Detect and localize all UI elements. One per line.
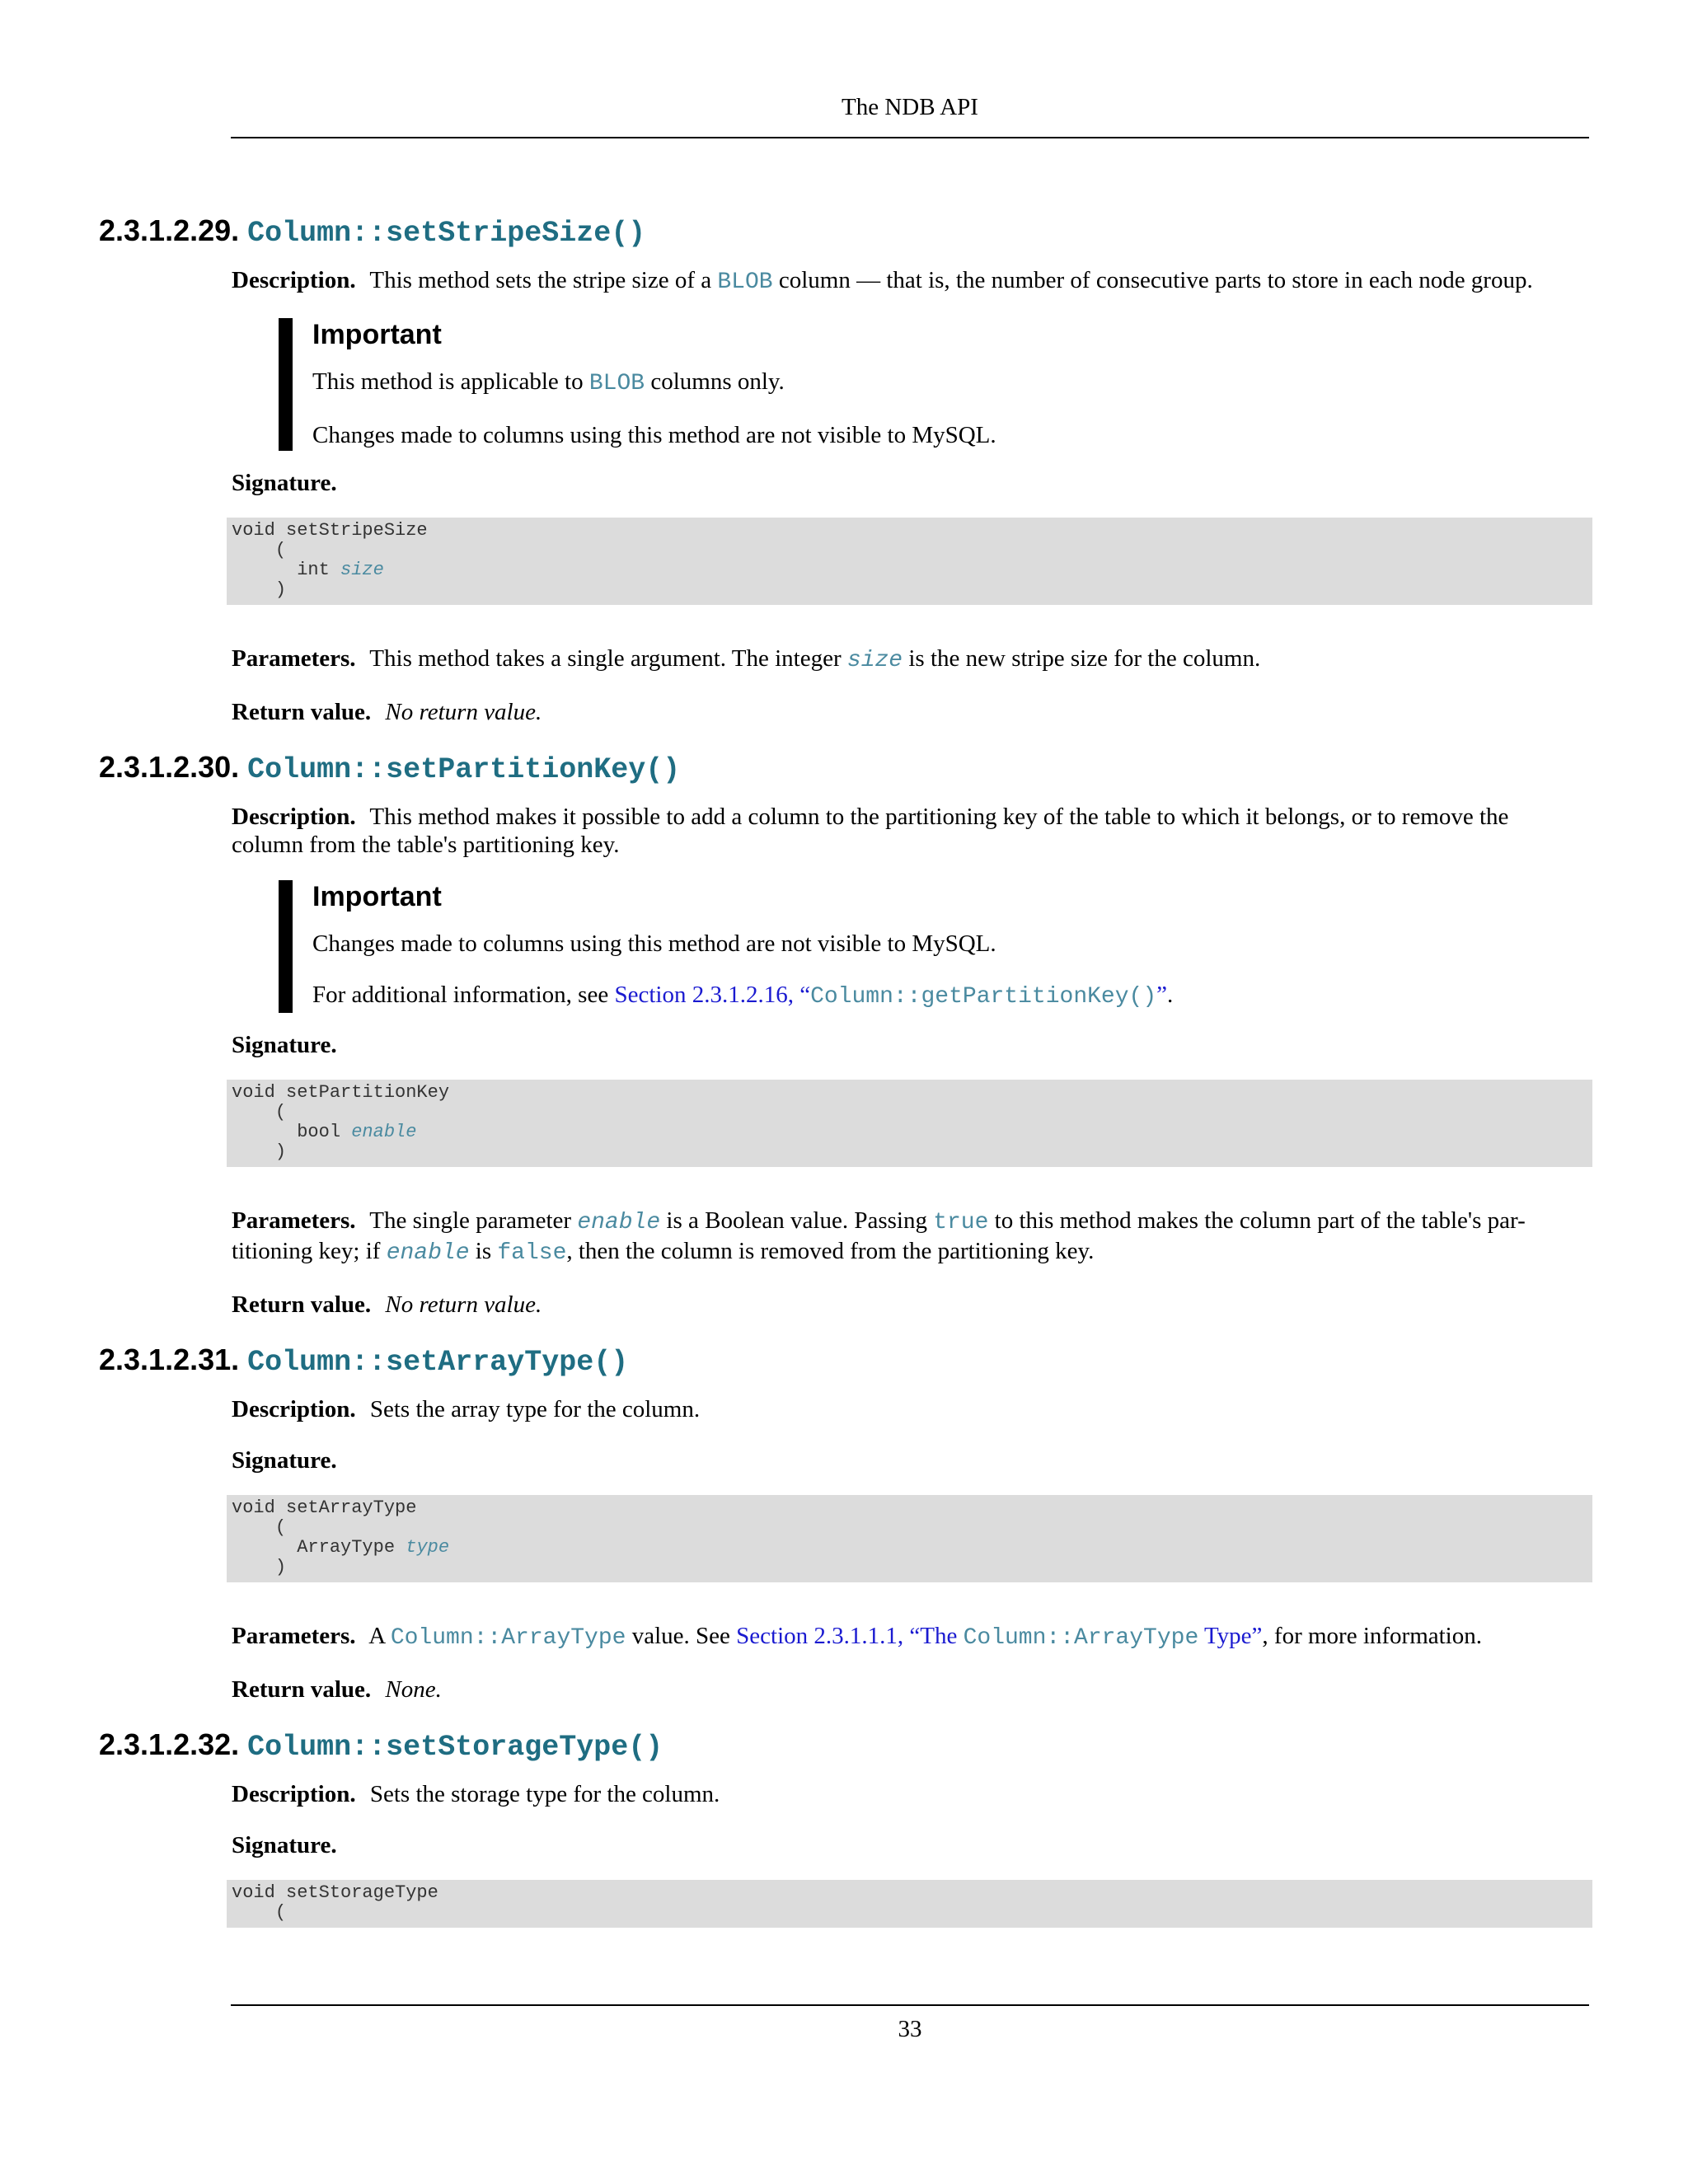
- parameter-name: size: [846, 648, 903, 673]
- return-value-label: Return value.: [232, 1291, 372, 1318]
- footer-rule: [231, 2004, 1589, 2006]
- parameters-label: Parameters.: [232, 1207, 356, 1234]
- section-number: 2.3.1.2.29.: [99, 213, 240, 247]
- cross-reference-link[interactable]: Section 2.3.1.1.1, “The Column::ArrayType Type”: [736, 1623, 1263, 1651]
- cross-reference-link[interactable]: Section 2.3.1.2.16, “Column::getPartitionKey()”: [614, 982, 1168, 1010]
- signature-code-block: void setStorageType (: [227, 1880, 1592, 1928]
- important-text: For additional information, see Section 2.3.1.2.16, “Column::getPartitionKey()”.: [312, 982, 1174, 1010]
- function-name: Column::setPartitionKey(): [247, 753, 681, 786]
- return-value: Return value. No return value.: [232, 699, 542, 725]
- signature-code-block: void setStripeSize ( int size ): [227, 518, 1592, 605]
- signature-label: Signature.: [232, 1447, 337, 1474]
- section-heading: [99, 1342, 1599, 1380]
- parameters: Parameters. A Column::ArrayType value. See Section 2.3.1.1.1, “The Column::ArrayType Type”, for more information.: [232, 1623, 1482, 1651]
- important-text: Changes made to columns using this method are not visible to MySQL.: [312, 422, 996, 448]
- parameters-label: Parameters.: [232, 645, 356, 672]
- section-heading: [99, 749, 1599, 788]
- section-heading: [99, 213, 1599, 251]
- important-note: [279, 318, 1596, 451]
- description-label: Description.: [232, 804, 356, 830]
- function-name: Column::setStorageType(): [247, 1731, 663, 1764]
- parameter-name: enable: [386, 1240, 470, 1266]
- description-label: Description.: [232, 267, 356, 293]
- description: Description. This method sets the stripe size of a BLOB column — that is, the number of consecutive parts to store in each node group.: [232, 267, 1533, 295]
- page-content: [99, 213, 1599, 1951]
- important-note: [279, 880, 1596, 1013]
- code-literal: BLOB: [717, 269, 773, 295]
- section-number: 2.3.1.2.30.: [99, 750, 240, 784]
- code-literal: false: [497, 1240, 567, 1266]
- code-literal: BLOB: [588, 371, 645, 396]
- signature-label: Signature.: [232, 470, 337, 496]
- parameters-label: Parameters.: [232, 1623, 356, 1649]
- signature-code-block: void setPartitionKey ( bool enable ): [227, 1080, 1592, 1167]
- section-number: 2.3.1.2.32.: [99, 1727, 240, 1761]
- parameter-name: enable: [351, 1122, 417, 1142]
- parameter-name: enable: [577, 1210, 661, 1235]
- description: Description. This method makes it possible to add a column to the partitioning key of the table to which it belongs, or to remove the column from the table's partitioning key.: [232, 804, 1509, 858]
- important-title: Important: [312, 881, 442, 912]
- return-value-label: Return value.: [232, 699, 372, 725]
- section-number: 2.3.1.2.31.: [99, 1343, 240, 1376]
- parameters: Parameters. The single parameter enable is a Boolean value. Passing true to this method makes the column part of the table's par- titioning key; if enable is false, then the column is removed from the partitioning key.: [232, 1207, 1526, 1266]
- signature-label: Signature.: [232, 1832, 337, 1858]
- section-setarraytype: [99, 1342, 1599, 1704]
- important-title: Important: [312, 319, 442, 350]
- code-literal: Column::ArrayType: [390, 1625, 626, 1651]
- parameter-name: size: [340, 560, 384, 580]
- return-value: Return value. No return value.: [232, 1291, 542, 1318]
- page-number: 33: [898, 2016, 922, 2042]
- description: Description. Sets the array type for the column.: [232, 1396, 701, 1422]
- description-label: Description.: [232, 1781, 356, 1807]
- return-value-label: Return value.: [232, 1676, 372, 1703]
- function-name: Column::setArrayType(): [247, 1346, 629, 1379]
- section-setstripesize: [99, 213, 1599, 726]
- description-label: Description.: [232, 1396, 356, 1422]
- important-text: Changes made to columns using this method are not visible to MySQL.: [312, 930, 996, 957]
- parameters: Parameters. This method takes a single argument. The integer size is the new stripe size for the column.: [232, 645, 1261, 673]
- section-setstoragetype: [99, 1727, 1599, 1928]
- signature-label: Signature.: [232, 1032, 337, 1058]
- code-literal: true: [933, 1210, 989, 1235]
- page-header: The NDB API: [842, 94, 978, 120]
- function-name: Column::setStripeSize(): [247, 217, 646, 250]
- section-heading: [99, 1727, 1599, 1765]
- return-value: Return value. None.: [232, 1676, 442, 1703]
- signature-code-block: void setArrayType ( ArrayType type ): [227, 1495, 1592, 1582]
- section-setpartitionkey: [99, 749, 1599, 1319]
- parameter-name: type: [406, 1537, 450, 1558]
- important-text: This method is applicable to BLOB columns only.: [312, 368, 785, 396]
- description: Description. Sets the storage type for the column.: [232, 1781, 720, 1807]
- header-rule: [231, 137, 1589, 138]
